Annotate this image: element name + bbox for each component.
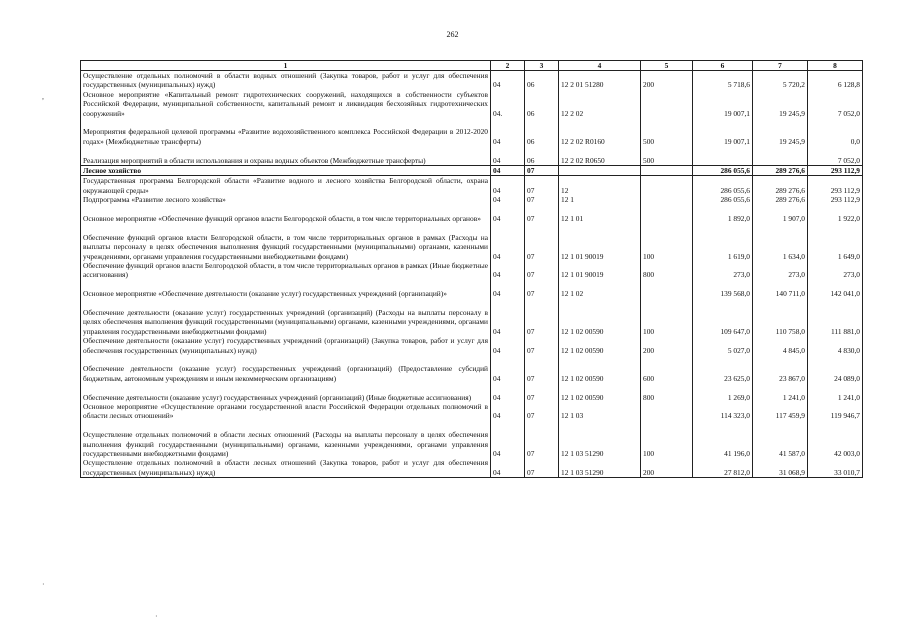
target-article-cell: 12 1 03 51290 [559,421,641,459]
subsection-code-cell: 07 [525,205,559,224]
table-row [81,299,863,337]
subsection-code-cell: 07 [525,336,559,355]
section-code-cell: 04 [491,205,525,224]
expense-type-cell [641,205,693,224]
amount-2020-cell: 41 587,0 [753,421,808,459]
expense-type-cell: 600 [641,355,693,383]
section-code-cell: 04 [491,71,525,90]
target-article-cell: 12 1 01 90019 [559,223,641,261]
expense-type-cell [641,176,693,195]
amount-2019-cell: 1 892,0 [693,205,753,224]
amount-2020-cell: 19 245,9 [753,90,808,118]
amount-2021-cell: 273,0 [808,261,863,280]
target-article-cell: 12 2 02 R0160 [559,118,641,146]
item-name-cell: Государственная программа Белгородской области «Развитие водного и лесного хозяйства Белгородской области, охрана окружающей среды» [81,176,491,195]
target-article-cell: 12 1 01 [559,205,641,224]
section-code-cell: 04 [491,261,525,280]
item-name-cell: Осуществление отдельных полномочий в области лесных отношений (Расходы на выплаты персоналу в целях обеспечения выполнения функций государственными (муниципальными) органами, казенными учреждениями, органами управления государственными внебюджетными фондами) [81,421,491,459]
table-row [81,195,863,204]
expense-type-cell: 500 [641,118,693,146]
amount-2021-cell: 0,0 [808,118,863,146]
page-number: 262 [446,30,459,39]
item-name-cell: Осуществление отдельных полномочий в области лесных отношений (Закупка товаров, работ и услуг для обеспечения государственных (муниципальных) нужд) [81,458,491,477]
amount-2020-cell: 289 276,6 [753,176,808,195]
amount-2020-cell: 5 720,2 [753,71,808,90]
table-header-row [81,61,863,71]
amount-2020-cell: 1 241,0 [753,383,808,402]
amount-2019-cell: 1 619,0 [693,223,753,261]
item-name-cell: Основное мероприятие «Обеспечение функций органов власти Белгородской области, в том числе территориальных органов» [81,205,491,224]
amount-2019-cell: 114 323,0 [693,402,753,421]
table-row [81,458,863,477]
item-name-cell: Обеспечение деятельности (оказание услуг) государственных учреждений (организаций) (Расходы на выплаты персоналу в целях обеспечения выполнения функций государственными (муниципальными) органами, казенными учреждениями, органами управления государственными внебюджетными фондами) [81,299,491,337]
amount-2019-cell: 273,0 [693,261,753,280]
target-article-cell: 12 2 02 [559,90,641,118]
item-name-cell: Подпрограмма «Развитие лесного хозяйства» [81,195,491,204]
margin-mark: , [42,92,44,101]
table-row [81,118,863,146]
expense-type-cell: 100 [641,299,693,337]
target-article-cell [559,166,641,176]
expense-type-cell [641,195,693,204]
section-code-cell: 04 [491,355,525,383]
expense-type-cell: 200 [641,336,693,355]
section-code-cell: 04 [491,383,525,402]
amount-2021-cell: 1 649,0 [808,223,863,261]
subsection-code-cell: 07 [525,195,559,204]
subsection-code-cell: 07 [525,402,559,421]
target-article-cell: 12 1 02 00590 [559,383,641,402]
section-code-cell: 04 [491,223,525,261]
subsection-code-cell: 07 [525,299,559,337]
section-code-cell: 04. [491,90,525,118]
table-row [81,205,863,224]
column-header-5: 5 [641,61,693,71]
table-row [81,71,863,90]
amount-2021-cell: 7 052,0 [808,90,863,118]
amount-2021-cell: 1 922,0 [808,205,863,224]
subsection-code-cell: 07 [525,355,559,383]
item-name-cell: Обеспечение функций органов власти Белгородской области, в том числе территориальных органов в рамках (Расходы на выплаты персоналу в целях обеспечения выполнения функций государственными (муниципальными) органами, казенными учреждениями, органами управления государственными внебюджетными фондами) [81,223,491,261]
target-article-cell: 12 1 02 00590 [559,299,641,337]
budget-table [80,60,863,478]
section-code-cell: 04 [491,299,525,337]
amount-2020-cell: 31 068,9 [753,458,808,477]
amount-2020-cell: 110 758,0 [753,299,808,337]
target-article-cell: 12 1 02 00590 [559,336,641,355]
amount-2020-cell: 19 245,9 [753,118,808,146]
item-name-cell: Лесное хозяйство [81,166,491,176]
amount-2021-cell: 4 830,0 [808,336,863,355]
section-code-cell: 04 [491,402,525,421]
table-row [81,383,863,402]
column-header-6: 6 [693,61,753,71]
target-article-cell: 12 1 [559,195,641,204]
item-name-cell: Осуществление отдельных полномочий в области водных отношений (Закупка товаров, работ и услуг для обеспечения государственных (муниципальных) нужд) [81,71,491,90]
subsection-code-cell: 07 [525,421,559,459]
target-article-cell: 12 1 02 [559,280,641,299]
amount-2020-cell: 289 276,6 [753,195,808,204]
subsection-code-cell: 07 [525,223,559,261]
column-header-7: 7 [753,61,808,71]
amount-2019-cell: 41 196,0 [693,421,753,459]
expense-type-cell [641,166,693,176]
amount-2019-cell: 19 007,1 [693,118,753,146]
amount-2020-cell: 23 867,0 [753,355,808,383]
amount-2020-cell: 140 711,0 [753,280,808,299]
amount-2020-cell: 1 634,0 [753,223,808,261]
amount-2019-cell: 286 055,6 [693,195,753,204]
section-code-cell: 04 [491,195,525,204]
margin-mark: · [42,580,45,589]
expense-type-cell [641,280,693,299]
amount-2020-cell: 1 907,0 [753,205,808,224]
amount-2019-cell: 109 647,0 [693,299,753,337]
expense-type-cell: 800 [641,261,693,280]
amount-2019-cell: 27 812,0 [693,458,753,477]
item-name-cell: Мероприятия федеральной целевой программы «Развитие водохозяйственного комплекса Российской Федерации в 2012-2020 годах» (Межбюджетные трансферты) [81,118,491,146]
table-row [81,176,863,195]
amount-2020-cell: 289 276,6 [753,166,808,176]
amount-2019-cell: 286 055,6 [693,166,753,176]
subsection-code-cell: 07 [525,166,559,176]
subsection-code-cell: 07 [525,176,559,195]
item-name-cell: Основное мероприятие «Обеспечение деятельности (оказание услуг) государственных учреждений (организаций)» [81,280,491,299]
amount-2021-cell: 24 089,0 [808,355,863,383]
item-name-cell: Реализация мероприятий в области использования и охраны водных объектов (Межбюджетные трансферты) [81,146,491,165]
amount-2019-cell: 23 625,0 [693,355,753,383]
expense-type-cell: 500 [641,146,693,165]
table-row [81,402,863,421]
target-article-cell: 12 1 03 [559,402,641,421]
table-row [81,146,863,165]
table-row [81,336,863,355]
item-name-cell: Обеспечение деятельности (оказание услуг) государственных учреждений (организаций) (Иные бюджетные ассигнования) [81,383,491,402]
amount-2020-cell: 273,0 [753,261,808,280]
amount-2021-cell: 293 112,9 [808,176,863,195]
table-row [81,280,863,299]
amount-2020-cell [753,146,808,165]
column-header-2: 2 [491,61,525,71]
table-row [81,355,863,383]
amount-2020-cell: 117 459,9 [753,402,808,421]
expense-type-cell: 100 [641,421,693,459]
table-row [81,223,863,261]
target-article-cell: 12 1 03 51290 [559,458,641,477]
expense-type-cell: 200 [641,71,693,90]
item-name-cell: Обеспечение функций органов власти Белгородской области, в том числе территориальных органов в рамках (Иные бюджетные ассигнования) [81,261,491,280]
table-body [81,71,863,478]
amount-2020-cell: 4 845,0 [753,336,808,355]
section-code-cell: 04 [491,166,525,176]
section-code-cell: 04 [491,336,525,355]
section-code-cell: 04 [491,146,525,165]
amount-2021-cell: 42 003,0 [808,421,863,459]
amount-2019-cell: 139 568,0 [693,280,753,299]
table-row [81,261,863,280]
subsection-code-cell: 07 [525,280,559,299]
item-name-cell: Основное мероприятие «Осуществление органами государственной власти Российской Федерации отдельных полномочий в области лесных отношений» [81,402,491,421]
expense-type-cell [641,90,693,118]
column-header-1: 1 [81,61,491,71]
target-article-cell: 12 2 02 R0650 [559,146,641,165]
item-name-cell: Обеспечение деятельности (оказание услуг) государственных учреждений (организаций) (Закупка товаров, работ и услуг для обеспечения государственных (муниципальных) нужд) [81,336,491,355]
amount-2021-cell: 142 041,0 [808,280,863,299]
subsection-code-cell: 06 [525,71,559,90]
subsection-code-cell: 06 [525,146,559,165]
target-article-cell: 12 1 02 00590 [559,355,641,383]
amount-2021-cell: 111 881,0 [808,299,863,337]
item-name-cell: Основное мероприятие «Капитальный ремонт гидротехнических сооружений, находящихся в собственности субъектов Российской Федерации, муниципальной собственности, капитальный ремонт и ликвидация бесхозяйных гидротехнических сооружений» [81,90,491,118]
amount-2021-cell: 7 052,0 [808,146,863,165]
subsection-code-cell: 06 [525,118,559,146]
subsection-code-cell: 06 [525,90,559,118]
section-code-cell: 04 [491,118,525,146]
expense-type-cell: 800 [641,383,693,402]
expense-type-cell: 100 [641,223,693,261]
section-code-cell: 04 [491,458,525,477]
amount-2019-cell: 19 007,1 [693,90,753,118]
amount-2019-cell: 286 055,6 [693,176,753,195]
table-row [81,421,863,459]
column-header-4: 4 [559,61,641,71]
subsection-code-cell: 07 [525,458,559,477]
target-article-cell: 12 [559,176,641,195]
amount-2021-cell: 293 112,9 [808,166,863,176]
column-header-3: 3 [525,61,559,71]
amount-2019-cell [693,146,753,165]
expense-type-cell: 200 [641,458,693,477]
target-article-cell: 12 2 01 51280 [559,71,641,90]
amount-2019-cell: 5 027,0 [693,336,753,355]
subsection-code-cell: 07 [525,261,559,280]
section-code-cell: 04 [491,421,525,459]
amount-2021-cell: 293 112,9 [808,195,863,204]
expense-type-cell [641,402,693,421]
amount-2021-cell: 33 010,7 [808,458,863,477]
amount-2021-cell: 119 946,7 [808,402,863,421]
section-row [81,166,863,176]
amount-2021-cell: 6 128,8 [808,71,863,90]
section-code-cell: 04 [491,280,525,299]
table-row [81,90,863,118]
column-header-8: 8 [808,61,863,71]
amount-2021-cell: 1 241,0 [808,383,863,402]
section-code-cell: 04 [491,176,525,195]
subsection-code-cell: 07 [525,383,559,402]
amount-2019-cell: 1 269,0 [693,383,753,402]
margin-mark: · [155,612,158,621]
amount-2019-cell: 5 718,6 [693,71,753,90]
target-article-cell: 12 1 01 90019 [559,261,641,280]
item-name-cell: Обеспечение деятельности (оказание услуг) государственных учреждений (организаций) (Предоставление субсидий бюджетным, автономным учреждениям и иным некоммерческим организациям) [81,355,491,383]
